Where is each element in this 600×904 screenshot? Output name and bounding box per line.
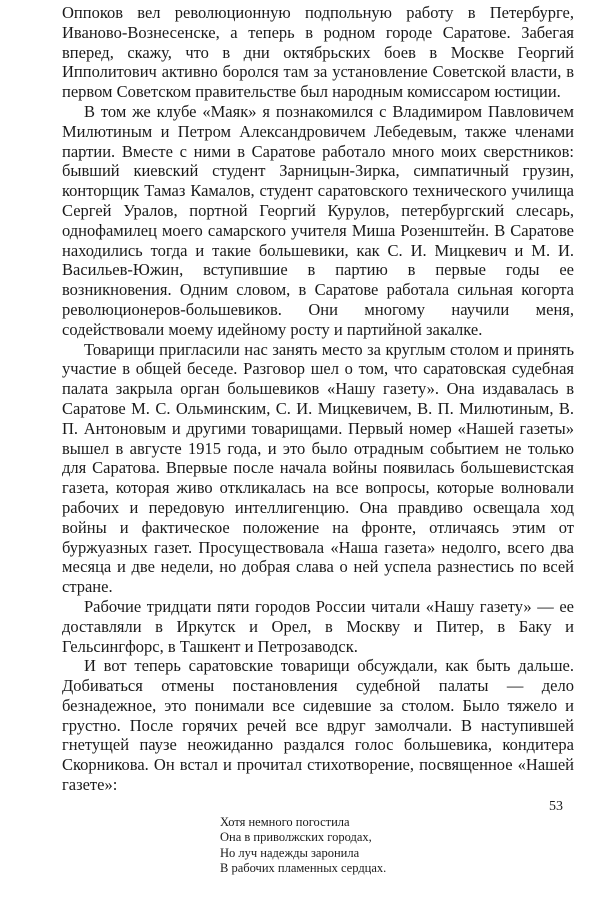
book-page-text — [62, 3, 574, 877]
paragraph-3: Товарищи пригласили нас занять место за круглым столом и принять участие в общей беседе. Разговор шел о том, что саратовская судебная палата закрыла орган большевиков «Нашу газету». Она издавалась в Саратове М. С. Ольминским, С. И. Мицкевичем, В. П. Милютиным, В. П. Антоновым и другими товарищами. Первый номер «Нашей газеты» вышел в августе 1915 года, и это было отрадным событием не только для Саратова. Впервые после начала войны появилась большевистская газета, которая живо откликалась на все вопросы, которые волновали рабочих и передовую интеллигенцию. Она правдиво освещала ход войны и фактическое положение на фронте, отличаясь этим от буржуазных газет. Просуществовала «Наша газета» недолго, всего два месяца и две недели, но добрая слава о ней успела разнестись по всей стране. — [62, 339, 574, 597]
poem-line-4: В рабочих пламенных сердцах. — [220, 861, 387, 876]
poem-line-3: Но луч надежды заронила — [220, 845, 360, 860]
poem-quote — [62, 815, 574, 877]
poem-line-1: Хотя немного погостила — [220, 814, 350, 829]
page-number: 53 — [549, 799, 563, 814]
paragraph-4: Рабочие тридцати пяти городов России читали «Нашу газету» — ее доставляли в Иркутск и Орел, в Москву и Питер, в Баку и Гельсингфорс, в Ташкент и Петрозаводск. — [62, 596, 574, 656]
paragraph-1: Оппоков вел революционную подпольную работу в Петербурге, Иваново-Вознесенске, а теперь в родном городе Саратове. Забегая вперед, скажу, что в дни октябрьских боев в Москве Георгий Ипполитович активно боролся там за установление Советской власти, в первом Советском правительстве был народным комиссаром юстиции. — [62, 3, 574, 102]
paragraph-2: В том же клубе «Маяк» я познакомился с Владимиром Павловичем Милютиным и Петром Александровичем Лебедевым, также членами партии. Вместе с ними в Саратове работало много моих сверстников: бывший киевский студент Зарницын-Зирка, симпатичный грузин, конторщик Тамаз Камалов, студент саратовского технического училища Сергей Уралов, портной Георгий Курулов, петербургский слесарь, однофамилец моего самарского учителя Миша Розенштейн. В Саратове находились тогда и такие большевики, как С. И. Мицкевич и М. И. Васильев-Южин, вступившие в партию в первые годы ее возникновения. Одним словом, в Саратове работала сильная когорта революционеров-большевиков. Они многому научили меня, содействовали моему идейному росту и партийной закалке. — [62, 101, 574, 339]
paragraph-5: И вот теперь саратовские товарищи обсуждали, как быть дальше. Добиваться отмены постановления судебной палаты — дело безнадежное, это понимали все сидевшие за столом. Было тяжело и грустно. После горячих речей все вдруг замолчали. В наступившей гнетущей паузе неожиданно раздался голос большевика, кондитера Скорникова. Он встал и прочитал стихотворение, посвященное «Нашей газете»: — [62, 656, 574, 795]
poem-line-2: Она в приволжских городах, — [220, 830, 372, 845]
